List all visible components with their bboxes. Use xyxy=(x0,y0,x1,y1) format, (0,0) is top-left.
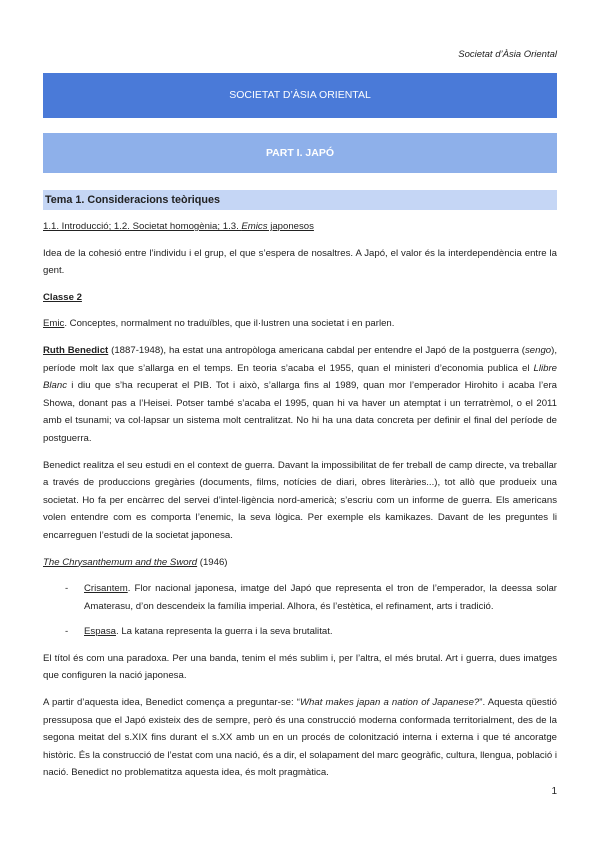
bullet-text: . Flor nacional japonesa, imatge del Japó que representa el tron de l’emperador, la deessa solar Amaterasu, d’on descendeix la família imperial. Alhora, és l’estètica, el refinament, arts i tradició. xyxy=(84,583,557,612)
paragraph-emic xyxy=(43,315,557,333)
paragraph-ruth-benedict xyxy=(43,342,557,448)
paragraph-titol: El títol és com una paradoxa. Per una banda, tenim el més sublim i, per l’altra, el més brutal. Art i guerra, dues imatges que configuren la nació japonesa. xyxy=(43,652,557,682)
nation-text-a: A partir d’aquesta idea, Benedict comença a preguntar-se: “ xyxy=(43,697,300,709)
part-title-banner: PART I. JAPÓ xyxy=(43,133,557,173)
book-line xyxy=(43,554,557,572)
ruth-sengo: sengo xyxy=(525,344,552,356)
paragraph-cohesion: Idea de la cohesió entre l’individu i el grup, el que s’espera de nosaltres. A Japó, el valor és la interdependència entre la gent. xyxy=(43,247,557,277)
document-title-banner: SOCIETAT D’ÀSIA ORIENTAL xyxy=(43,73,557,118)
list-item xyxy=(43,580,557,615)
list-item xyxy=(43,623,557,641)
paragraph-benedict-study: Benedict realitza el seu estudi en el context de guerra. Davant la impossibilitat de fer treball de camp directe, va treballar a través de produccions gregàries (documents, films, notícies de diari, obres literàries...), tot allò que produeix una societat. Ho fa per encàrrec del servei d’intel·ligència nord-americà; s’escriu com un informe de guerra. Els americans volen entendre com es comporta l’enemic, la seva lògica. Per exemple els kamikazes. Davant de les preguntes li encarreguen l’estudi de la societat japonesa. xyxy=(43,459,557,541)
dash-bullet: - xyxy=(65,626,69,638)
ruth-llibre-blanc: Llibre Blanc xyxy=(43,362,557,392)
page-number: 1 xyxy=(551,786,557,797)
book-year: (1946) xyxy=(197,556,228,568)
subheading-end: japonesos xyxy=(267,221,314,232)
section-heading: Tema 1. Consideracions teòriques xyxy=(43,190,557,210)
nation-quote: What makes japan a nation of Japanese? xyxy=(299,697,480,709)
bullet-list xyxy=(43,580,557,641)
bullet-term: Crisantem xyxy=(84,583,128,595)
paragraph-nation xyxy=(43,694,557,782)
emic-text: . Conceptes, normalment no traduïbles, que il·lustren una societat i en parlen. xyxy=(64,318,395,330)
nation-text-b: ”. Aquesta qüestió pressuposa que el Japó existeix des de sempre, però és una construcció moderna conformada territorialment, des de la segona meitat del s.XIX fins durant el s.XX amb un en un procés de colonització interna i externa i que té ancoratge històric. És la construcció de l’estat com una nació, és a dir, el solapament del marc geogràfic, cultura, llengua, població i nació. Benedict no problematitza aquesta idea, és molt pragmàtica. xyxy=(43,697,557,779)
emic-term: Emic xyxy=(43,318,65,330)
document-body xyxy=(43,190,557,791)
dash-bullet: - xyxy=(65,583,69,595)
ruth-text-b: ), període molt lax que s’allarga en el temps. En teoria s’acaba el 1955, quan el ministeri d’economia publica el xyxy=(43,344,558,374)
bullet-text: . La katana representa la guerra i la seva brutalitat. xyxy=(116,626,333,638)
ruth-text-a: (1887-1948), ha estat una antropòloga americana cabdal per entendre el Japó de la postguerra ( xyxy=(108,344,525,356)
book-title: The Chrysanthemum and the Sword xyxy=(43,556,198,568)
ruth-text-c: i diu que s’ha recuperat el PIB. Tot i això, s’allarga fins al 1989, quan mor l’emperador Hirohito i acaba l’era Showa, donant pas a l’Heisei. Potser també s’acaba el 1995, quan hi va haver un atemptat i un terratrèmol, o el 2011 amb el tsunami; va col·lapsar un sistema molt centralitzat. No hi ha una data concreta per definir el final del període de postguerra. xyxy=(43,380,557,444)
running-header: Societat d’Àsia Oriental xyxy=(458,49,557,60)
subheading xyxy=(43,218,557,236)
subheading-text: 1.1. Introducció; 1.2. Societat homogènia; 1.3. xyxy=(43,221,242,232)
subheading-emics: Emics xyxy=(241,221,268,232)
bullet-term: Espasa xyxy=(84,626,116,638)
classe-heading: Classe 2 xyxy=(43,291,82,303)
ruth-name: Ruth Benedict xyxy=(43,344,109,356)
